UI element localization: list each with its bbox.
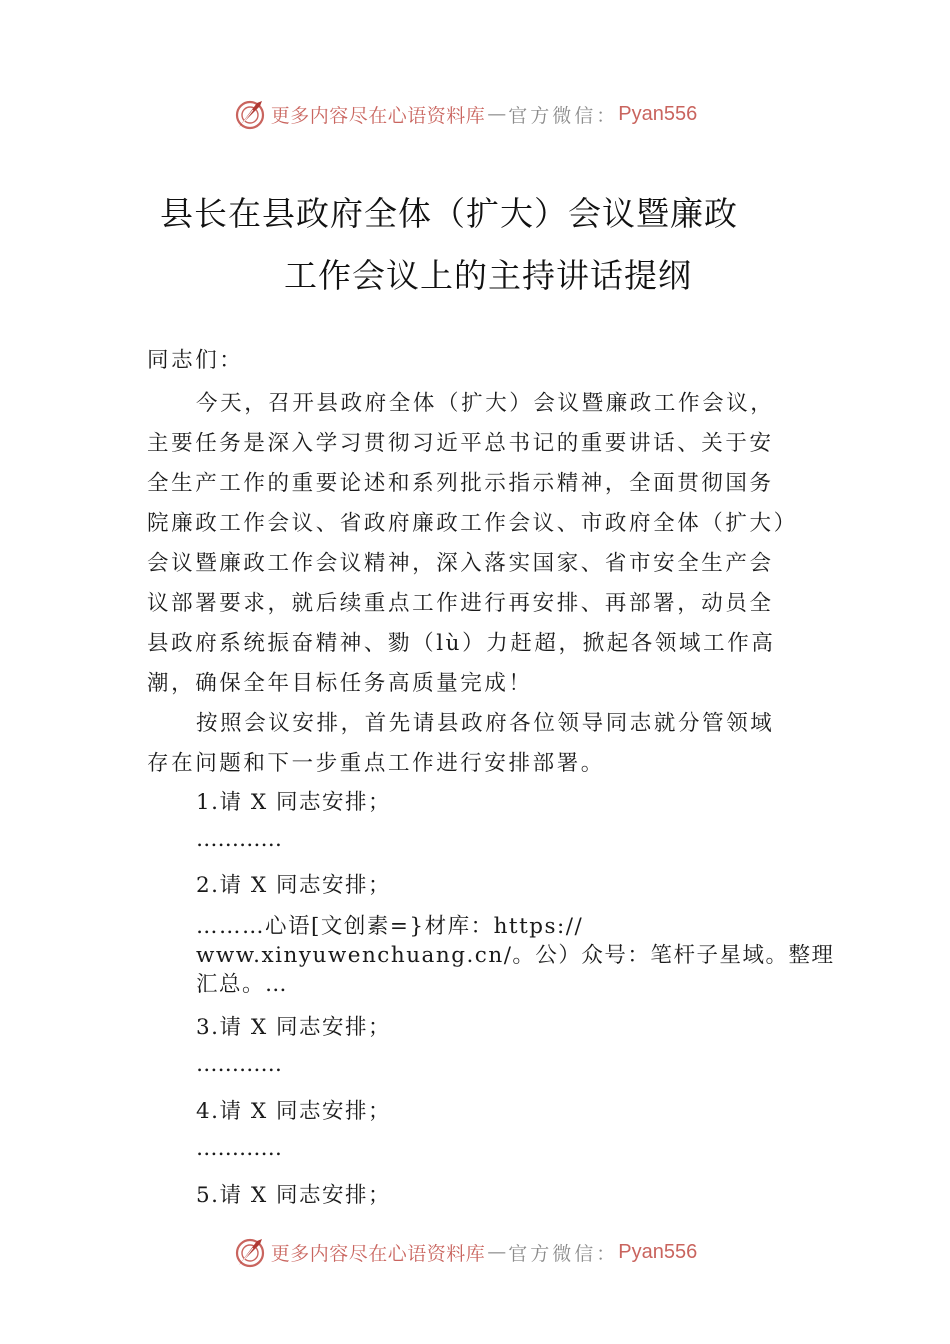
paragraph-1-line: 潮，确保全年目标任务高质量完成！ — [147, 671, 533, 696]
list-item: 1.请 X 同志安排； — [196, 790, 391, 815]
paragraph-1-line: 主要任务是深入学习贯彻习近平总书记的重要讲话、关于安 — [147, 431, 774, 456]
paragraph-2-line: 存在问题和下一步重点工作进行安排部署。 — [147, 751, 605, 776]
header-banner — [0, 94, 950, 134]
salutation: 同志们： — [147, 348, 244, 373]
note-line: ………心语[文创素=}材库：https:// — [196, 914, 584, 939]
note-line: www.xinyuwenchuang.cn/。公）众号：笔杆子星域。整理 — [196, 943, 835, 968]
banner-text: 更多内容尽在心语资料库 — [270, 104, 486, 127]
quill-logo-icon — [233, 1235, 267, 1269]
banner-separator: — — [487, 103, 507, 125]
banner-separator: — — [487, 1241, 507, 1263]
banner-label: 官方微信： — [508, 104, 619, 127]
footer-banner — [0, 1232, 950, 1272]
quill-logo-icon — [233, 97, 267, 131]
paragraph-1-line: 今天，召开县政府全体（扩大）会议暨廉政工作会议， — [196, 391, 775, 416]
document-title-line-2: 工作会议上的主持讲话提纲 — [284, 256, 692, 295]
ellipsis: ………… — [196, 1052, 282, 1077]
paragraph-1-line: 会议暨廉政工作会议精神，深入落实国家、省市安全生产会 — [147, 551, 774, 576]
ellipsis: ………… — [196, 1136, 282, 1161]
watermark-note — [196, 912, 846, 999]
paragraph-1-line: 县政府系统振奋精神、勠（lù）力赶超，掀起各领域工作高 — [147, 631, 776, 656]
ellipsis: ………… — [196, 827, 282, 852]
note-line: 汇总。… — [196, 972, 289, 997]
paragraph-1-line: 院廉政工作会议、省政府廉政工作会议、市政府全体（扩大） — [147, 511, 798, 536]
banner-label: 官方微信： — [508, 1242, 619, 1265]
list-item: 2.请 X 同志安排； — [196, 873, 391, 898]
banner-wechat-id: Pyan556 — [618, 102, 698, 125]
paragraph-1-line: 全生产工作的重要论述和系列批示指示精神，全面贯彻国务 — [147, 471, 774, 496]
paragraph-1-line: 议部署要求，就后续重点工作进行再安排、再部署，动员全 — [147, 591, 774, 616]
list-item: 3.请 X 同志安排； — [196, 1015, 391, 1040]
banner-text: 更多内容尽在心语资料库 — [270, 1242, 486, 1265]
list-item: 4.请 X 同志安排； — [196, 1099, 391, 1124]
paragraph-2-line: 按照会议安排，首先请县政府各位领导同志就分管领域 — [196, 711, 775, 736]
banner-wechat-id: Pyan556 — [618, 1240, 698, 1263]
list-item: 5.请 X 同志安排； — [196, 1183, 391, 1208]
document-title-line-1: 县长在县政府全体（扩大）会议暨廉政 — [160, 194, 738, 233]
